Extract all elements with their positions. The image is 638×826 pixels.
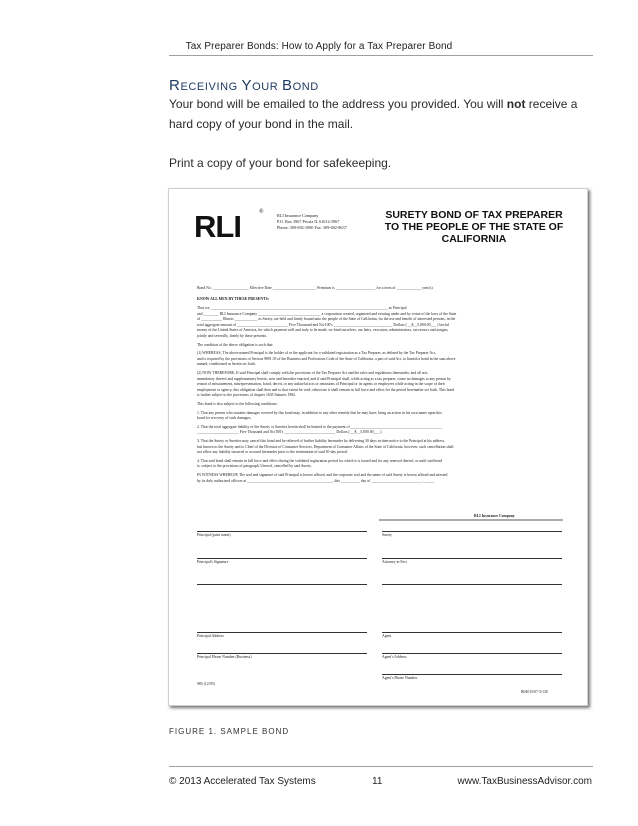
bond-body-line: total aggregate amount of ___________________________ Five Thousand and No/100's _______________________________ Dollars ( __$__5,000.00___ ) lawful bbox=[197, 322, 450, 327]
header-rule bbox=[169, 55, 593, 56]
bond-body-line: employment or agency, this obligation shall then and to that extent be void; otherwise it shall remain in full force and effect for the period hereinafter set forth. This bond bbox=[197, 387, 455, 392]
title-letter-y: Y bbox=[241, 77, 253, 94]
bond-body-line: of ___________ Illinois ____________ as Surety, are held and firmly bound unto the people of the State of California, for the use and benefit of interested persons, in the bbox=[197, 317, 456, 322]
rli-logo: RLI bbox=[194, 209, 241, 244]
surety-name: RLI Insurance Company bbox=[474, 514, 515, 518]
title-part-1: ECEIVING bbox=[180, 81, 242, 93]
title-part-3: OND bbox=[292, 81, 319, 93]
sig-line bbox=[197, 632, 367, 633]
bond-number-line: Bond No. ___________________ Effective Date _______________________ Premium is _____________________ for a term of _____________ year(s) bbox=[197, 286, 433, 290]
email-paragraph bbox=[169, 94, 589, 134]
surety-name-rule bbox=[379, 519, 563, 521]
bond-body-line: is further subject to the provisions of chapter 1635 Statutes 1982. bbox=[197, 393, 297, 398]
title-part-2: OUR bbox=[252, 81, 282, 93]
bond-body-line: The condition of the above obligation is such that: bbox=[197, 342, 274, 347]
sig-line bbox=[382, 632, 562, 633]
know-all-heading: KNOW ALL MEN BY THESE PRESENTS: bbox=[197, 297, 269, 301]
print-paragraph: Print a copy of your bond for safekeeping. bbox=[169, 156, 392, 170]
bond-body-line: money of the United States of America, for which payment well and truly to be made, we bind ourselves, our heirs, executors, administrators, successors and assigns, bbox=[197, 328, 449, 333]
sig-line bbox=[382, 653, 562, 654]
sig-label-right: Agent's Phone Number bbox=[382, 676, 418, 680]
bond-title-line: SURETY BOND OF TAX PREPARER bbox=[385, 209, 563, 221]
title-letter-r: R bbox=[169, 77, 181, 94]
bond-body-line: 3. That the Surety or Sureties may cancel this bond and be relieved of further liability hereunder by delivering 30 days written notice to the Principal at his address bbox=[197, 439, 445, 443]
sig-label-right: Attorney in Fact bbox=[382, 560, 407, 564]
bond-body-line: 4. That said bond shall remain in full force and effect during the validated registration period for which it is issued and for any renewal thereof, or until said bond bbox=[197, 458, 443, 463]
bond-title-line: CALIFORNIA bbox=[441, 233, 507, 245]
bond-body-line: ______________________ Five Thousand and No/100's ___________________________ Dollars ( __$__5,000.00___ ). bbox=[197, 430, 383, 435]
sig-label-left: Principal Phone Number (Business) bbox=[197, 655, 252, 659]
figure-caption: FIGURE 1. SAMPLE BOND bbox=[169, 727, 290, 736]
sample-bond-image bbox=[168, 188, 588, 706]
sig-line bbox=[197, 584, 367, 585]
sig-label-right: Agent's Address bbox=[382, 655, 407, 659]
bond-body-line: reason of misstatement, misrepresentation, fraud, deceit, or any unlawful acts or omissions of Principal or its agents or employees while acting in the scope of their bbox=[197, 382, 445, 387]
sig-label-left: Principal Address bbox=[197, 634, 224, 638]
sig-line bbox=[197, 653, 367, 654]
bond-body-line: and is required by the provisions of Section 9891.35 of the Business and Professions Code of the State of California, a part of said Act, to furnish a bond in the sum above bbox=[197, 356, 456, 361]
bond-body-line: 2. That the total aggregate liability of the Surety or Sureties herein shall be limited to the payment of ________________________________________________ bbox=[197, 424, 442, 429]
sig-label-left: Principal's Signature bbox=[197, 560, 229, 564]
footer-rule bbox=[169, 766, 593, 767]
bond-body-line: last known to the Surety and to Chief of the Division of Consumer Services, Department of Consumer Affairs of the State of California, however, such cancellation shall bbox=[197, 444, 454, 449]
title-letter-b: B bbox=[281, 77, 293, 94]
sig-label-right: Agent bbox=[382, 634, 392, 638]
sig-line bbox=[382, 558, 562, 559]
bond-body-line: named, conditioned as herein set forth. bbox=[197, 362, 256, 367]
bond-body-line: not affect any liability incurred or accrued hereunder prior to the termination of said 30-day period. bbox=[197, 450, 348, 455]
sig-line bbox=[382, 584, 562, 585]
bond-body-line: (2) NOW THEREFORE, If said Principal shall comply with the provisions of the Tax Preparer Act and the rules and regulations thereunder, and all acts bbox=[197, 371, 428, 375]
bond-title bbox=[374, 209, 574, 245]
footer-copyright: © 2013 Accelerated Tax Systems bbox=[169, 776, 316, 787]
section-title bbox=[169, 77, 319, 94]
company-line: P.O. Box 3967 Peoria IL 61612-3967 bbox=[277, 219, 340, 224]
bond-body-line: This bond is also subject to the following conditions: bbox=[197, 402, 278, 406]
bond-body-line: That we, _____________________________________________________________________________________________ as Principal bbox=[197, 306, 407, 310]
bond-body-line: bond for recovery of such damages. bbox=[197, 416, 252, 421]
footer-website: www.TaxBusinessAdvisor.com bbox=[457, 776, 592, 787]
bond-body-line: 1. That any person who sustains damages covered by this bond may, in addition to any other remedy that he may have, bring an action in his own name upon this bbox=[197, 410, 442, 415]
form-number-right: B04015/07-3/130 bbox=[521, 690, 548, 694]
company-line: RLI Insurance Company bbox=[277, 213, 319, 218]
footer-page-number: 11 bbox=[372, 776, 383, 787]
bond-body-line: IN WITNESS WHEREOF, The seal and signature of said Principal is hereto affixed, and the corporate seal and the name of said Surety is hereto affixed and attested bbox=[197, 473, 448, 477]
sig-line bbox=[382, 674, 562, 675]
p1-before: Your bond will be emailed to the address you provided. You will bbox=[169, 97, 507, 111]
bond-body-line: is, subject to the provisions of paragraph 3 hereof, cancelled by said Surety. bbox=[197, 464, 312, 469]
sig-label-right: Surety bbox=[382, 533, 392, 537]
sig-label-left: Principal (print name) bbox=[197, 533, 231, 537]
bond-body-line: jointly and severally, firmly by these presents. bbox=[197, 334, 267, 338]
sig-line bbox=[382, 531, 562, 532]
running-header: Tax Preparer Bonds: How to Apply for a Tax Preparer Bond bbox=[185, 41, 453, 52]
form-number-left: 985 (12/95) bbox=[197, 682, 215, 686]
sig-line bbox=[197, 531, 367, 532]
p1-after: receive a hard copy of your bond in the mail. bbox=[169, 97, 578, 131]
sig-line bbox=[197, 558, 367, 559]
company-line: Phone: 309-692-1000 Fax: 309-692-8637 bbox=[277, 225, 347, 230]
p1-bold: not bbox=[506, 97, 526, 111]
company-address bbox=[277, 213, 347, 231]
registered-mark: ® bbox=[259, 209, 264, 215]
bond-body-line: and ________ RLI Insurance Company _________________________________ a corporation created, organized and existing under and by virtue of the laws of the State bbox=[197, 311, 457, 316]
bond-body-line: (1) WHEREAS, The above named Principal is the holder of or the applicant for a validated registration as a Tax Preparer, as defined by the Tax Preparer Act, bbox=[197, 351, 436, 356]
bond-body-line: by its duly authorized officers at _____________________________________________, this __________ day of ___________________________, _____ bbox=[197, 478, 435, 483]
bond-body-line: amendatory thereof and supplementary hereto, now and hereafter enacted, and if said Principal shall, while acting as a tax preparer, cause no damages to any person by bbox=[197, 376, 451, 381]
bond-title-line: TO THE PEOPLE OF THE STATE OF bbox=[384, 221, 564, 233]
